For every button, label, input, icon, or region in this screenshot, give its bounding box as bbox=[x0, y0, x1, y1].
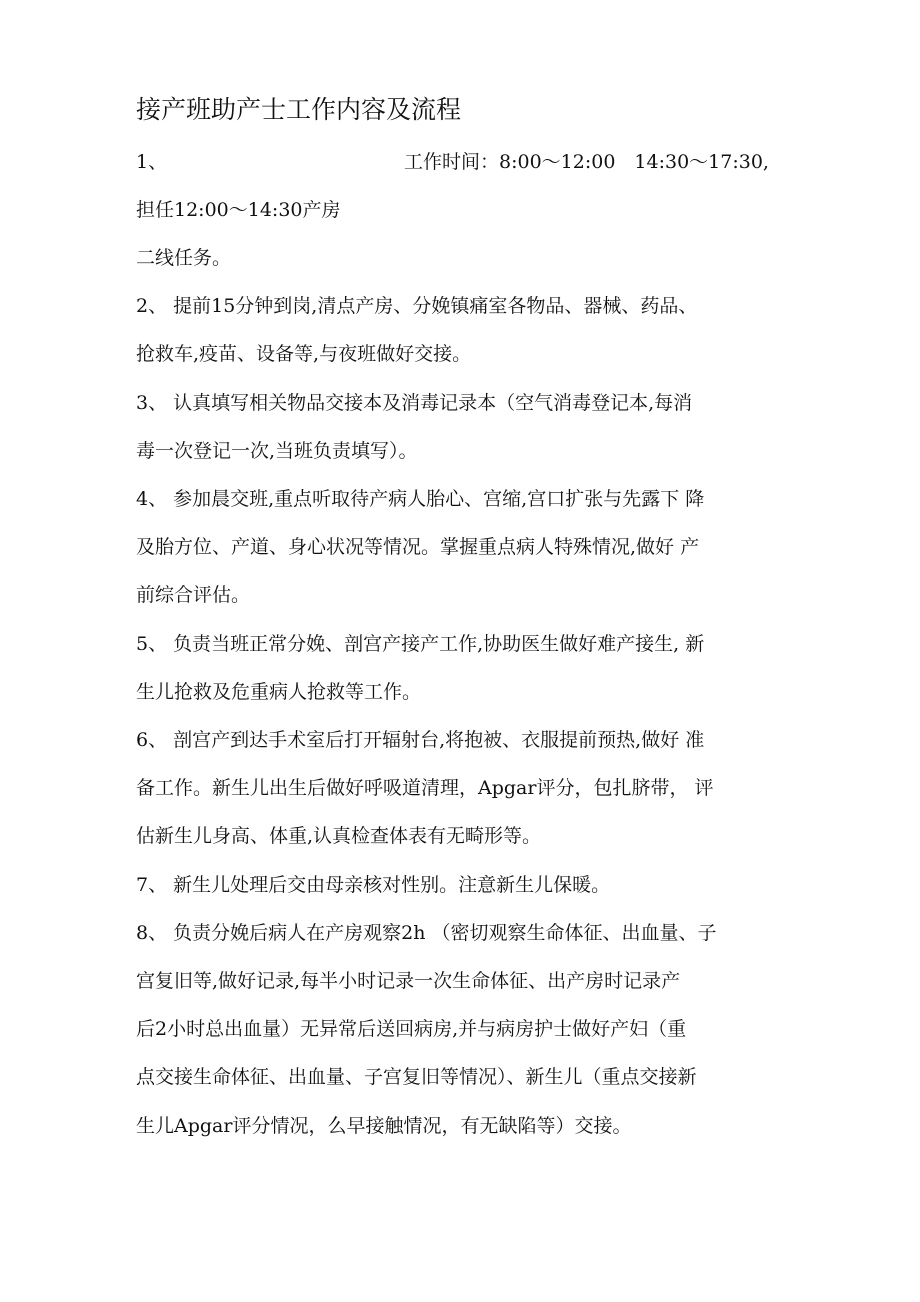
item8-line3: 后2小时总出血量）无异常后送回病房,并与病房护士做好产妇（重 bbox=[136, 1018, 687, 1040]
item3-line1: 3、 认真填写相关物品交接本及消毒记录本（空气消毒登记本,每消 bbox=[136, 392, 693, 414]
item6-line3: 估新生儿身高、体重,认真检查体表有无畸形等。 bbox=[136, 825, 542, 847]
item5-line2: 生儿抢救及危重病人抢救等工作。 bbox=[136, 681, 422, 703]
item6-line1: 6、 剖宫产到达手术室后打开辐射台,将抱被、衣服提前预热,做好 准 bbox=[136, 729, 705, 751]
item5-line1: 5、 负责当班正常分娩、剖宫产接产工作,协助医生做好难产接生, 新 bbox=[136, 633, 705, 655]
item4-line3: 前综合评估。 bbox=[136, 584, 251, 606]
item4-line2: 及胎方位、产道、身心状况等情况。掌握重点病人特殊情况,做好 产 bbox=[136, 536, 700, 558]
item1-line2: 担任12:00〜14:30产房 bbox=[136, 199, 341, 221]
item6-line2: 备工作。新生儿出生后做好呼吸道清理，Apgar评分，包扎脐带， 评 bbox=[136, 777, 714, 799]
item7-line1: 7、 新生儿处理后交由母亲核对性别。注意新生儿保暖。 bbox=[136, 874, 611, 896]
item8-line1: 8、 负责分娩后病人在产房观察2h （密切观察生命体征、出血量、子 bbox=[136, 922, 717, 944]
item4-line1: 4、 参加晨交班,重点听取待产病人胎心、宫缩,宫口扩张与先露下 降 bbox=[136, 488, 705, 510]
item2-line2: 抢救车,疫苗、设备等,与夜班做好交接。 bbox=[136, 343, 472, 365]
document-title: 接产班助产士工作内容及流程 bbox=[136, 95, 462, 124]
item3-line2: 毒一次登记一次,当班负责填写）。 bbox=[136, 440, 418, 462]
item1-line3: 二线任务。 bbox=[136, 247, 232, 269]
item8-line4: 点交接生命体征、出血量、子宫复旧等情况）、新生儿（重点交接新 bbox=[136, 1066, 697, 1088]
item1-work-time: 工作时间：8:00〜12:00 14:30〜17:30, bbox=[404, 151, 769, 173]
item8-line5: 生儿Apgar评分情况，么早接触情况，有无缺陷等）交接。 bbox=[136, 1115, 632, 1137]
item8-line2: 宫复旧等,做好记录,每半小时记录一次生命体征、出产房时记录产 bbox=[136, 970, 681, 992]
item2-line1: 2、 提前15分钟到岗,清点产房、分娩镇痛室各物品、器械、药品、 bbox=[136, 295, 698, 317]
item1-number: 1、 bbox=[136, 151, 168, 173]
